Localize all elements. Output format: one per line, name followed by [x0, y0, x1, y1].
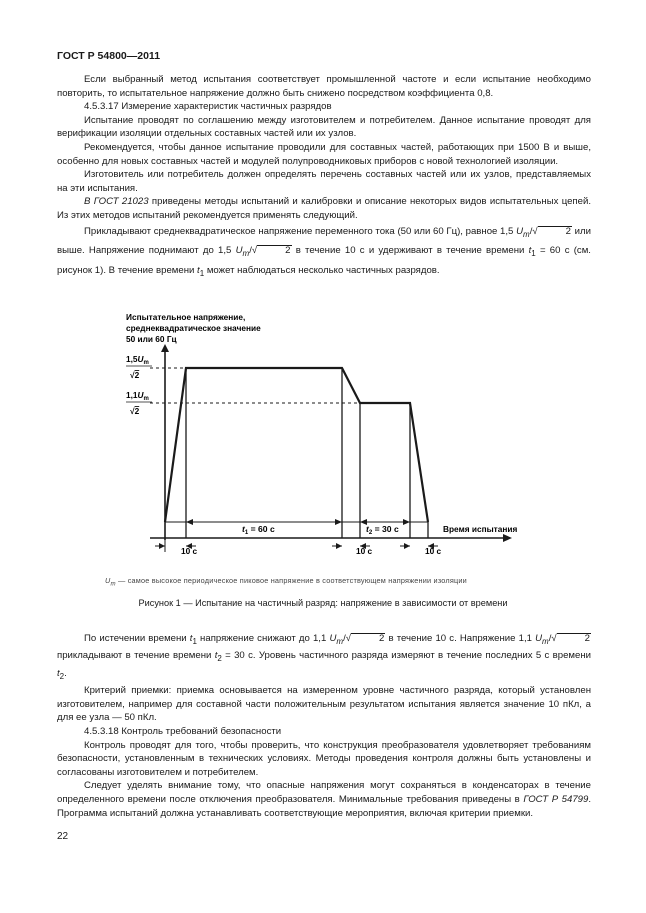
y-axis-label-line1: Испытательное напряжение,: [126, 312, 246, 322]
arrow-head: [403, 519, 410, 525]
svg-text:√2: √2: [130, 406, 140, 416]
paragraph: Прикладывают среднеквадратическое напряжение переменного тока (50 или 60 Гц), равное 1,5 $U_m/√$ 2 или выше. Напряжение поднимают до 1,5 $U_m/√$ 2 в течение 10 с и удерживают в течение времени $t_1 = 60$ с (см. рисунок 1). В течение времени $t_1$ может наблюдаться несколько частичных разрядов.: [57, 225, 591, 279]
x-axis-label: Время испытания: [443, 524, 518, 534]
ramp3-label: 10 с: [425, 546, 442, 556]
y-axis-label-line2: среднеквадратическое значение: [126, 323, 261, 333]
svg-text:1,1Um: $1,1U_m$: [126, 390, 149, 402]
paragraph: Рекомендуется, чтобы данное испытание проводили для составных частей, работающих при 1500 В и выше, особенно для новых составных частей и модулей полупроводниковых приборов с новой технологией изоляции.: [57, 141, 591, 167]
ramp1-label: 10 с: [181, 546, 198, 556]
svg-text:√2: √2: [130, 370, 140, 380]
paragraph: Изготовитель или потребитель должен определять перечень составных частей или их узлов, представляемых на эти испытания.: [57, 169, 591, 194]
arrow-head: [186, 519, 193, 525]
paragraph: Контроль проводят для того, чтобы проверить, что конструкция преобразователя удовлетворяет требованиям безопасности, установленным в технических условиях. Методы проведения контроля должны быть установлены и согласованы изготовителем и потребителем.: [57, 739, 591, 778]
paragraph: Если выбранный метод испытания соответствует промышленной частоте и если испытание необходимо повторить, то испытательное напряжение должно быть снижено посредством коэффициента 0,8.: [57, 74, 591, 99]
x-axis-arrow: [503, 534, 512, 542]
svg-text:1,5Um: $1,5U_m$: [126, 354, 149, 366]
section-heading: 4.5.3.18 Контроль требований безопасности: [84, 726, 282, 737]
level-low-label: [126, 390, 152, 416]
arrow-head: [335, 519, 342, 525]
section-heading: 4.5.3.17 Измерение характеристик частичных разрядов: [84, 101, 332, 113]
y-axis-arrow: [161, 344, 169, 352]
voltage-profile-line: [165, 368, 428, 522]
figure-note: $U_m$ — самое высокое периодическое пиковое напряжение в соответствующем напряжении изоляции: [105, 576, 467, 588]
t2-label: $t_2 = 30$ с: [366, 524, 399, 536]
y-axis-label-line3: 50 или 60 Гц: [126, 334, 177, 344]
page-number: 22: [57, 831, 69, 842]
paragraph: В ГОСТ 21023 приведены методы испытаний и калибровки и описание некоторых видов испытательных цепей. Из этих методов испытаний рекомендуется применять следующий.: [57, 196, 591, 221]
bottom-text-block: [57, 632, 591, 820]
t1-label: $t_1 = 60$ с: [242, 524, 275, 536]
paragraph: Испытание проводят по соглашению между изготовителем и потребителем. Данное испытание проводят для верификации изоляции отдельных составных частей или их узлов.: [57, 114, 591, 140]
paragraph: Критерий приемки: приемка основывается на измеренном уровне частичного разряда, который установлен изготовителем, например для составной части положительным результатом испытания является значение 10 пКл, а для ее узла — 50 пКл.: [57, 685, 591, 724]
top-text-block: [57, 73, 591, 282]
standard-reference: В ГОСТ 21023: [84, 196, 149, 208]
paragraph: Следует уделять внимание тому, что опасные напряжения могут сохраняться в конденсаторах в течение определенного времени после отключения преобразователя. Минимальные требования приведены в ГОСТ Р 54799. Программа испытаний должна устанавливать соответствующие мероприятия, включая критерии приемки.: [57, 780, 591, 819]
ramp2-label: 10 с: [356, 546, 373, 556]
standard-reference: ГОСТ Р 54799: [523, 793, 589, 805]
document-header: ГОСТ Р 54800—2011: [57, 50, 161, 62]
figure-caption: Рисунок 1 — Испытание на частичный разряд: напряжение в зависимости от времени: [138, 598, 508, 608]
level-high-label: [126, 354, 152, 380]
paragraph: По истечении времени $t_1$ напряжение снижают до 1,1 $U_m/√$ 2 в течение 10 с. Напряжение 1,1 $U_m/√$ 2 прикладывают в течение времени $t_2 = 30$ с. Уровень частичного разряда измеряют в течение последних 5 с времени $t_2$.: [57, 633, 591, 681]
